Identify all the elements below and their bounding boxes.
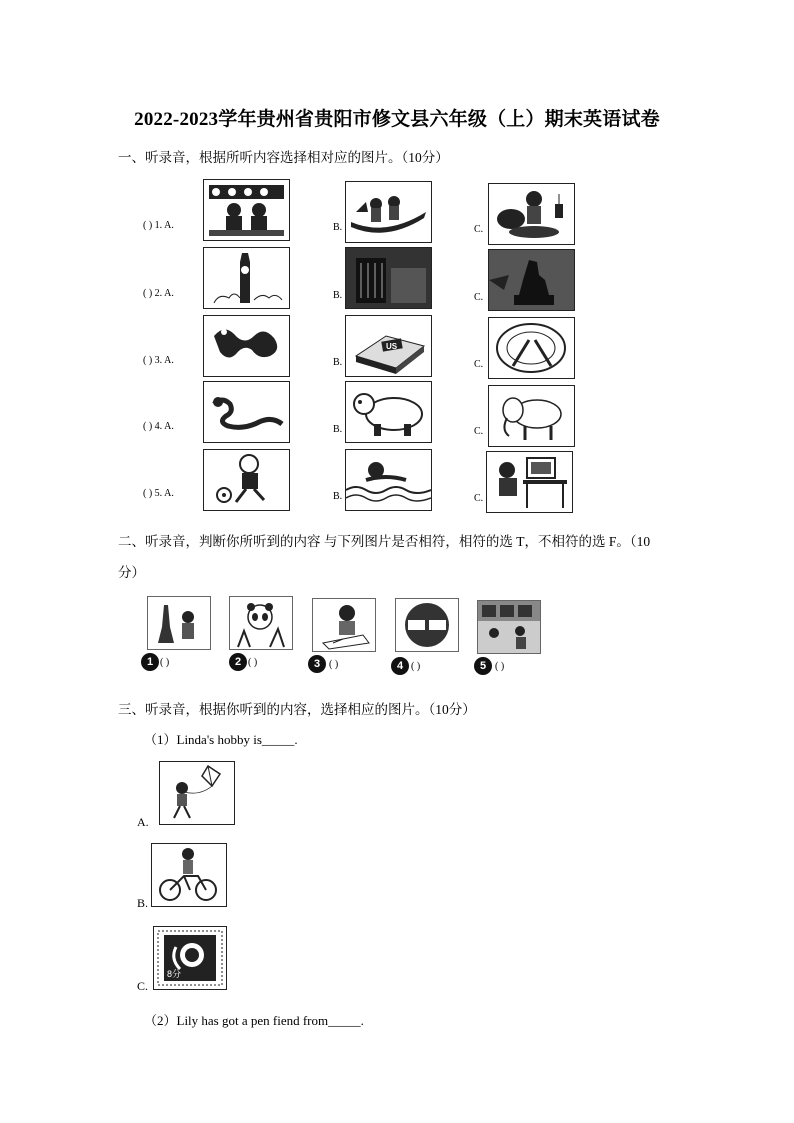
s3-option-b-label: B.: [137, 896, 149, 910]
q1-option-a-image[interactable]: [203, 179, 290, 241]
item-1-number: 1: [141, 653, 159, 671]
question-2-label: ( ) 2. A.: [143, 288, 174, 299]
q5-option-b-label: B.: [333, 491, 343, 502]
q4-option-b-label: B.: [333, 424, 343, 435]
flying-kite-picture[interactable]: [159, 761, 235, 825]
q5-option-a-image[interactable]: [203, 449, 290, 511]
q2-option-b-image[interactable]: [345, 247, 432, 309]
q5-option-b-image[interactable]: [345, 449, 432, 511]
question-3-1: （1）Linda's hobby is_____.: [144, 732, 298, 747]
s2-picture-3: [312, 598, 376, 652]
section-1-heading: 一、听录音，根据所听内容选择相对应的图片。（10分）: [118, 150, 449, 165]
item-3-answer-blank[interactable]: ( ): [329, 659, 339, 670]
q2-option-c-label: C.: [474, 292, 484, 303]
q3-option-b-label: B.: [333, 357, 343, 368]
q1-option-c-label: C.: [474, 224, 484, 235]
q2-option-a-image[interactable]: [203, 247, 290, 309]
item-3-number: 3: [308, 655, 326, 673]
q2-option-b-label: B.: [333, 290, 343, 301]
item-5-number: 5: [474, 657, 492, 675]
q1-option-c-image[interactable]: [488, 183, 575, 245]
q4-option-a-image[interactable]: [203, 381, 290, 443]
question-1-label: ( ) 1. A.: [143, 220, 174, 231]
section-2-heading-line2: 分）: [118, 565, 145, 580]
item-4-number: 4: [391, 657, 409, 675]
section-3-heading: 三、听录音，根据你听到的内容，选择相应的图片。（10分）: [118, 702, 476, 717]
question-3-label: ( ) 3. A.: [143, 355, 174, 366]
item-5-answer-blank[interactable]: ( ): [495, 661, 505, 672]
q3-option-c-image[interactable]: [488, 317, 575, 379]
riding-bike-picture[interactable]: [151, 843, 227, 907]
q5-option-c-image[interactable]: [486, 451, 573, 513]
page-title: 2022-2023学年贵州省贵阳市修文县六年级（上）期末英语试卷: [134, 109, 660, 130]
q4-option-c-image[interactable]: [488, 385, 575, 447]
stamp-picture[interactable]: [153, 926, 227, 990]
q2-option-c-image[interactable]: [488, 249, 575, 311]
item-4-answer-blank[interactable]: ( ): [411, 661, 421, 672]
s3-option-c-label: C.: [137, 979, 149, 993]
item-1-answer-blank[interactable]: ( ): [160, 657, 170, 668]
svg-text:US: US: [386, 342, 398, 351]
s2-picture-5: [477, 600, 541, 654]
q5-option-c-label: C.: [474, 493, 484, 504]
s3-option-a-label: A.: [137, 815, 149, 829]
stamp-denomination: 8分: [167, 969, 182, 979]
s2-picture-4: [395, 598, 459, 652]
q3-option-a-image[interactable]: [203, 315, 290, 377]
section-2-heading-line1: 二、听录音，判断你所听到的内容 与下列图片是否相符，相符的选 T，不相符的选 F。（10: [118, 534, 651, 549]
q3-option-b-image[interactable]: [345, 315, 432, 377]
q1-option-b-image[interactable]: [345, 181, 432, 243]
item-2-answer-blank[interactable]: ( ): [248, 657, 258, 668]
question-5-label: ( ) 5. A.: [143, 488, 174, 499]
question-3-2: （2）Lily has got a pen fiend from_____.: [144, 1013, 364, 1028]
question-4-label: ( ) 4. A.: [143, 421, 174, 432]
q4-option-c-label: C.: [474, 426, 484, 437]
q4-option-b-image[interactable]: [345, 381, 432, 443]
s2-picture-1: [147, 596, 211, 650]
q3-option-c-label: C.: [474, 359, 484, 370]
q1-option-b-label: B.: [333, 222, 343, 233]
s2-picture-2: [229, 596, 293, 650]
item-2-number: 2: [229, 653, 247, 671]
